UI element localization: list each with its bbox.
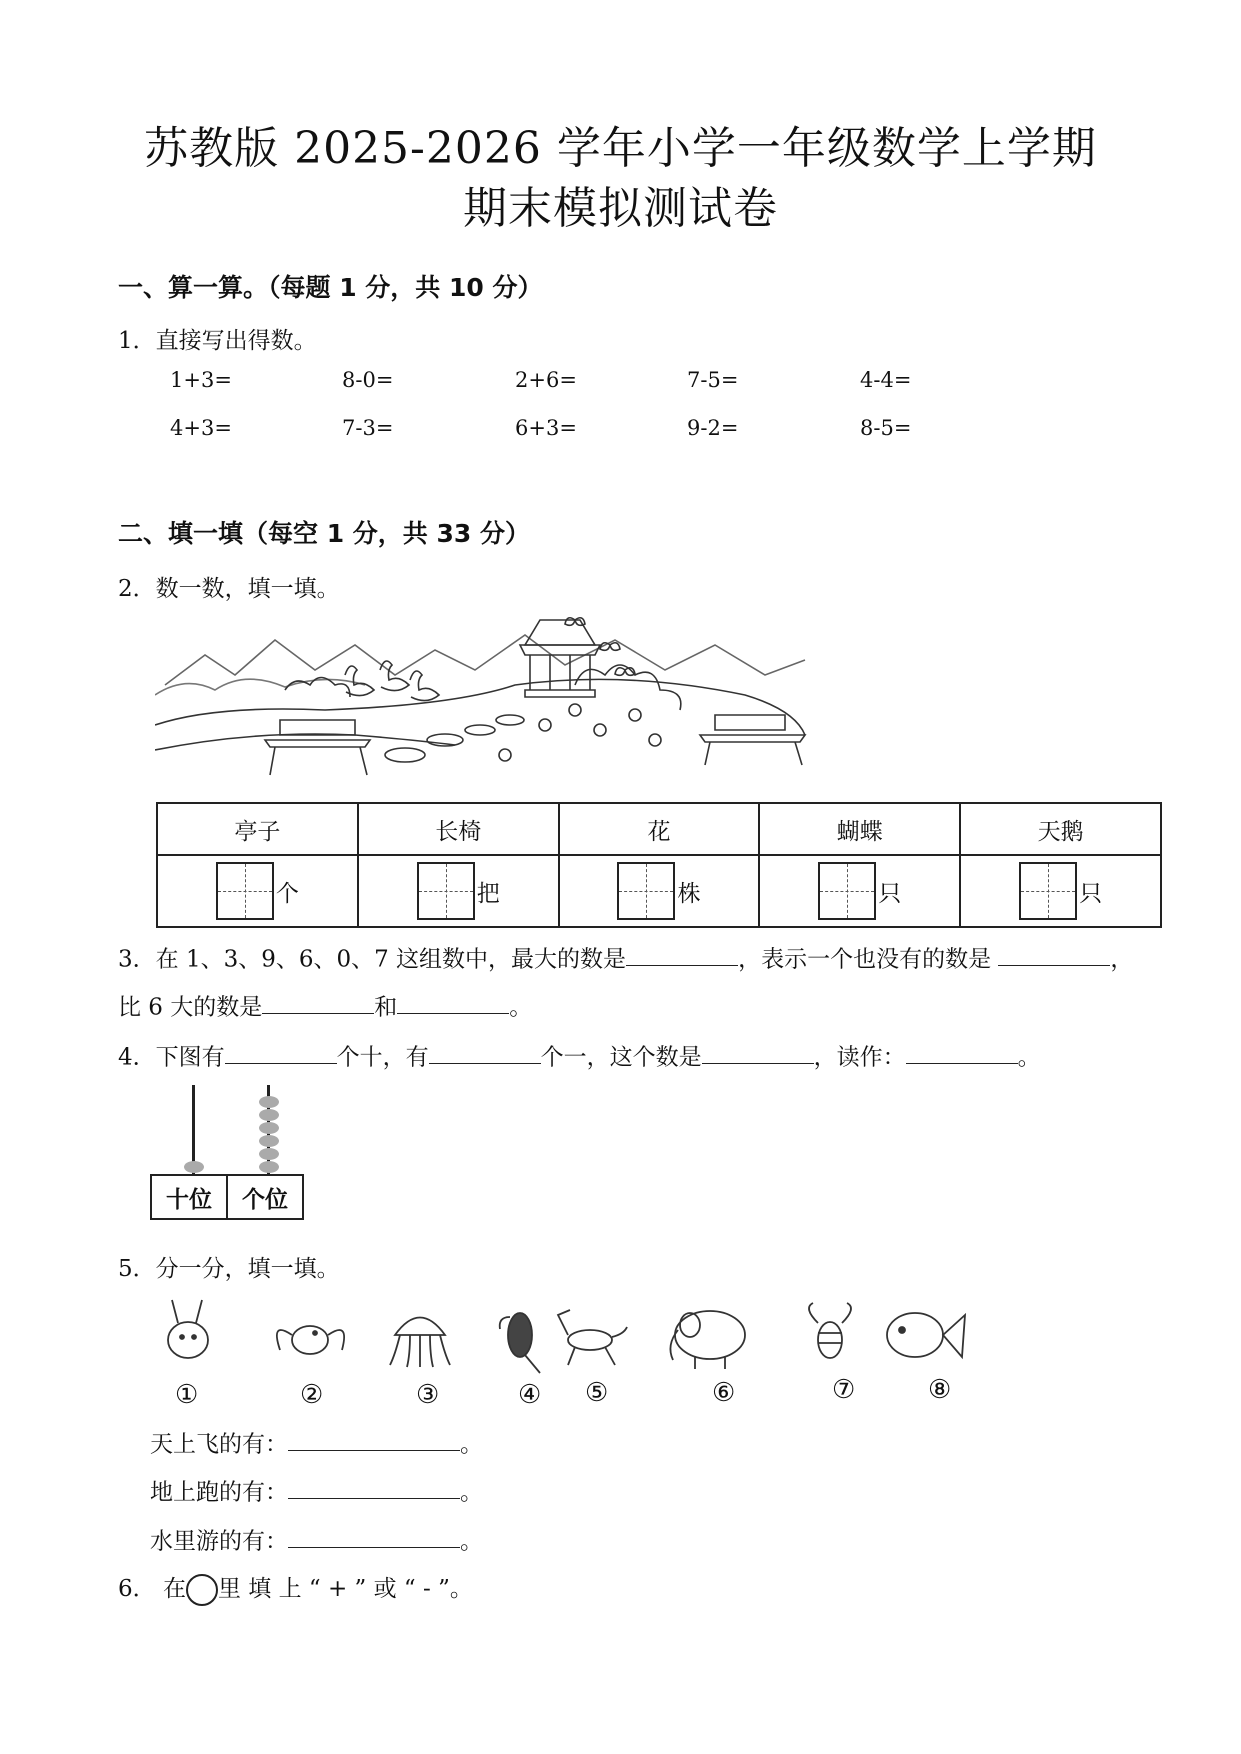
unit-label: 只 bbox=[878, 880, 902, 907]
unit-label: 只 bbox=[1079, 880, 1103, 907]
q6-text: 里 填 上 “ + ” 或 “ - ”。 bbox=[217, 1576, 473, 1602]
answer-blank[interactable] bbox=[429, 1038, 541, 1064]
rabbit-icon bbox=[168, 1300, 208, 1358]
equation: 7-5= bbox=[687, 368, 739, 392]
abacus-bead bbox=[259, 1161, 279, 1173]
q3-text: ，表示一个也没有的数是 bbox=[738, 946, 992, 973]
answer-blank[interactable] bbox=[288, 1473, 460, 1499]
count-table bbox=[156, 802, 1162, 928]
abacus-bead bbox=[259, 1148, 279, 1160]
abacus-bead bbox=[184, 1161, 204, 1173]
run-line bbox=[150, 1473, 483, 1506]
answer-cell[interactable] bbox=[960, 855, 1161, 927]
table-header: 天鹅 bbox=[960, 803, 1161, 855]
answer-box[interactable] bbox=[216, 862, 274, 920]
animal-label: ⑧ bbox=[928, 1375, 952, 1405]
answer-box[interactable] bbox=[1019, 862, 1077, 920]
answer-blank[interactable] bbox=[397, 988, 509, 1014]
fly-line bbox=[150, 1425, 483, 1458]
unit-label: 株 bbox=[677, 880, 701, 907]
swim-label: 水里游的有： bbox=[150, 1528, 288, 1555]
abacus bbox=[150, 1085, 310, 1220]
equation: 4-4= bbox=[860, 368, 912, 392]
q4-text: ，读作： bbox=[813, 1044, 906, 1071]
table-header: 蝴蝶 bbox=[759, 803, 960, 855]
q4-text: 个一，这个数是 bbox=[540, 1044, 702, 1071]
equation: 4+3= bbox=[170, 416, 232, 440]
page-subtitle: 期末模拟测试卷 bbox=[463, 183, 778, 234]
answer-cell[interactable] bbox=[759, 855, 960, 927]
q3-line2 bbox=[118, 988, 532, 1021]
q3-line1 bbox=[118, 940, 1163, 973]
q5-prompt: 5．分一分，填一填。 bbox=[118, 1256, 340, 1282]
q3-text: ， bbox=[1110, 946, 1134, 973]
animal-label: ② bbox=[300, 1380, 324, 1410]
q2-prompt: 2．数一数，填一填。 bbox=[118, 576, 340, 602]
answer-blank[interactable] bbox=[998, 940, 1110, 966]
period: 。 bbox=[460, 1431, 483, 1458]
horse-icon bbox=[558, 1310, 627, 1365]
abacus-bead bbox=[259, 1096, 279, 1108]
animal-label: ③ bbox=[416, 1380, 440, 1410]
bird-icon bbox=[277, 1326, 344, 1354]
animal-label: ⑦ bbox=[832, 1375, 856, 1405]
equation: 9-2= bbox=[687, 416, 739, 440]
equation: 7-3= bbox=[342, 416, 394, 440]
animal-label: ① bbox=[175, 1380, 199, 1410]
answer-box[interactable] bbox=[617, 862, 675, 920]
q4-text: 个十，有 bbox=[336, 1044, 429, 1071]
elephant-icon bbox=[670, 1311, 745, 1369]
animal-label: ⑤ bbox=[585, 1378, 609, 1408]
abacus-bead bbox=[259, 1122, 279, 1134]
equation: 8-5= bbox=[860, 416, 912, 440]
equation: 6+3= bbox=[515, 416, 577, 440]
q3-text: 比 6 大的数是 bbox=[118, 994, 263, 1021]
equation: 2+6= bbox=[515, 368, 577, 392]
answer-blank[interactable] bbox=[262, 988, 374, 1014]
unit-label: 把 bbox=[476, 880, 500, 907]
tens-label: 十位 bbox=[152, 1176, 228, 1218]
fly-label: 天上飞的有： bbox=[150, 1431, 288, 1458]
answer-cell[interactable] bbox=[157, 855, 358, 927]
q1-prompt: 1．直接写出得数。 bbox=[118, 328, 317, 354]
answer-blank[interactable] bbox=[626, 940, 738, 966]
circle-icon[interactable] bbox=[186, 1574, 218, 1606]
answer-cell[interactable] bbox=[559, 855, 760, 927]
q3-text: 3．在 1、3、9、6、0、7 这组数中，最大的数是 bbox=[118, 946, 627, 973]
period: 。 bbox=[460, 1479, 483, 1506]
ones-label: 个位 bbox=[242, 1186, 288, 1213]
answer-box[interactable] bbox=[818, 862, 876, 920]
answer-blank[interactable] bbox=[702, 1038, 814, 1064]
jellyfish-icon bbox=[390, 1318, 450, 1368]
table-header: 花 bbox=[559, 803, 760, 855]
page-title: 苏教版 2025-2026 学年小学一年级数学上学期 bbox=[144, 123, 1097, 174]
park-illustration bbox=[155, 615, 815, 795]
answer-blank[interactable] bbox=[288, 1425, 460, 1451]
section1-heading: 一、算一算。（每题 1 分，共 10 分） bbox=[118, 273, 543, 302]
run-label: 地上跑的有： bbox=[150, 1479, 288, 1506]
answer-box[interactable] bbox=[417, 862, 475, 920]
animal-label: ④ bbox=[518, 1380, 542, 1410]
bee-icon bbox=[809, 1303, 851, 1358]
answer-blank[interactable] bbox=[225, 1038, 337, 1064]
unit-label: 个 bbox=[275, 880, 299, 907]
answer-blank[interactable] bbox=[288, 1522, 460, 1548]
answer-blank[interactable] bbox=[906, 1038, 1018, 1064]
abacus-bead bbox=[259, 1109, 279, 1121]
q3-text: 和 bbox=[374, 994, 398, 1021]
q4-text: 。 bbox=[1017, 1044, 1041, 1071]
table-header: 长椅 bbox=[358, 803, 559, 855]
equation: 1+3= bbox=[170, 368, 232, 392]
abacus-base bbox=[150, 1174, 304, 1220]
animal-label: ⑥ bbox=[712, 1378, 736, 1408]
fish-icon bbox=[887, 1313, 965, 1357]
animals-row bbox=[150, 1295, 1000, 1375]
abacus-bead bbox=[259, 1135, 279, 1147]
q4-line bbox=[118, 1038, 1041, 1071]
parrot-icon bbox=[500, 1313, 540, 1373]
q6-line bbox=[118, 1570, 473, 1606]
period: 。 bbox=[460, 1528, 483, 1555]
answer-cell[interactable] bbox=[358, 855, 559, 927]
equation: 8-0= bbox=[342, 368, 394, 392]
q3-text: 。 bbox=[509, 994, 533, 1021]
q4-text: 4．下图有 bbox=[118, 1044, 225, 1071]
table-header: 亭子 bbox=[157, 803, 358, 855]
swim-line bbox=[150, 1522, 483, 1555]
q6-text: 6． 在 bbox=[118, 1576, 186, 1602]
section2-heading: 二、填一填（每空 1 分，共 33 分） bbox=[118, 519, 531, 548]
